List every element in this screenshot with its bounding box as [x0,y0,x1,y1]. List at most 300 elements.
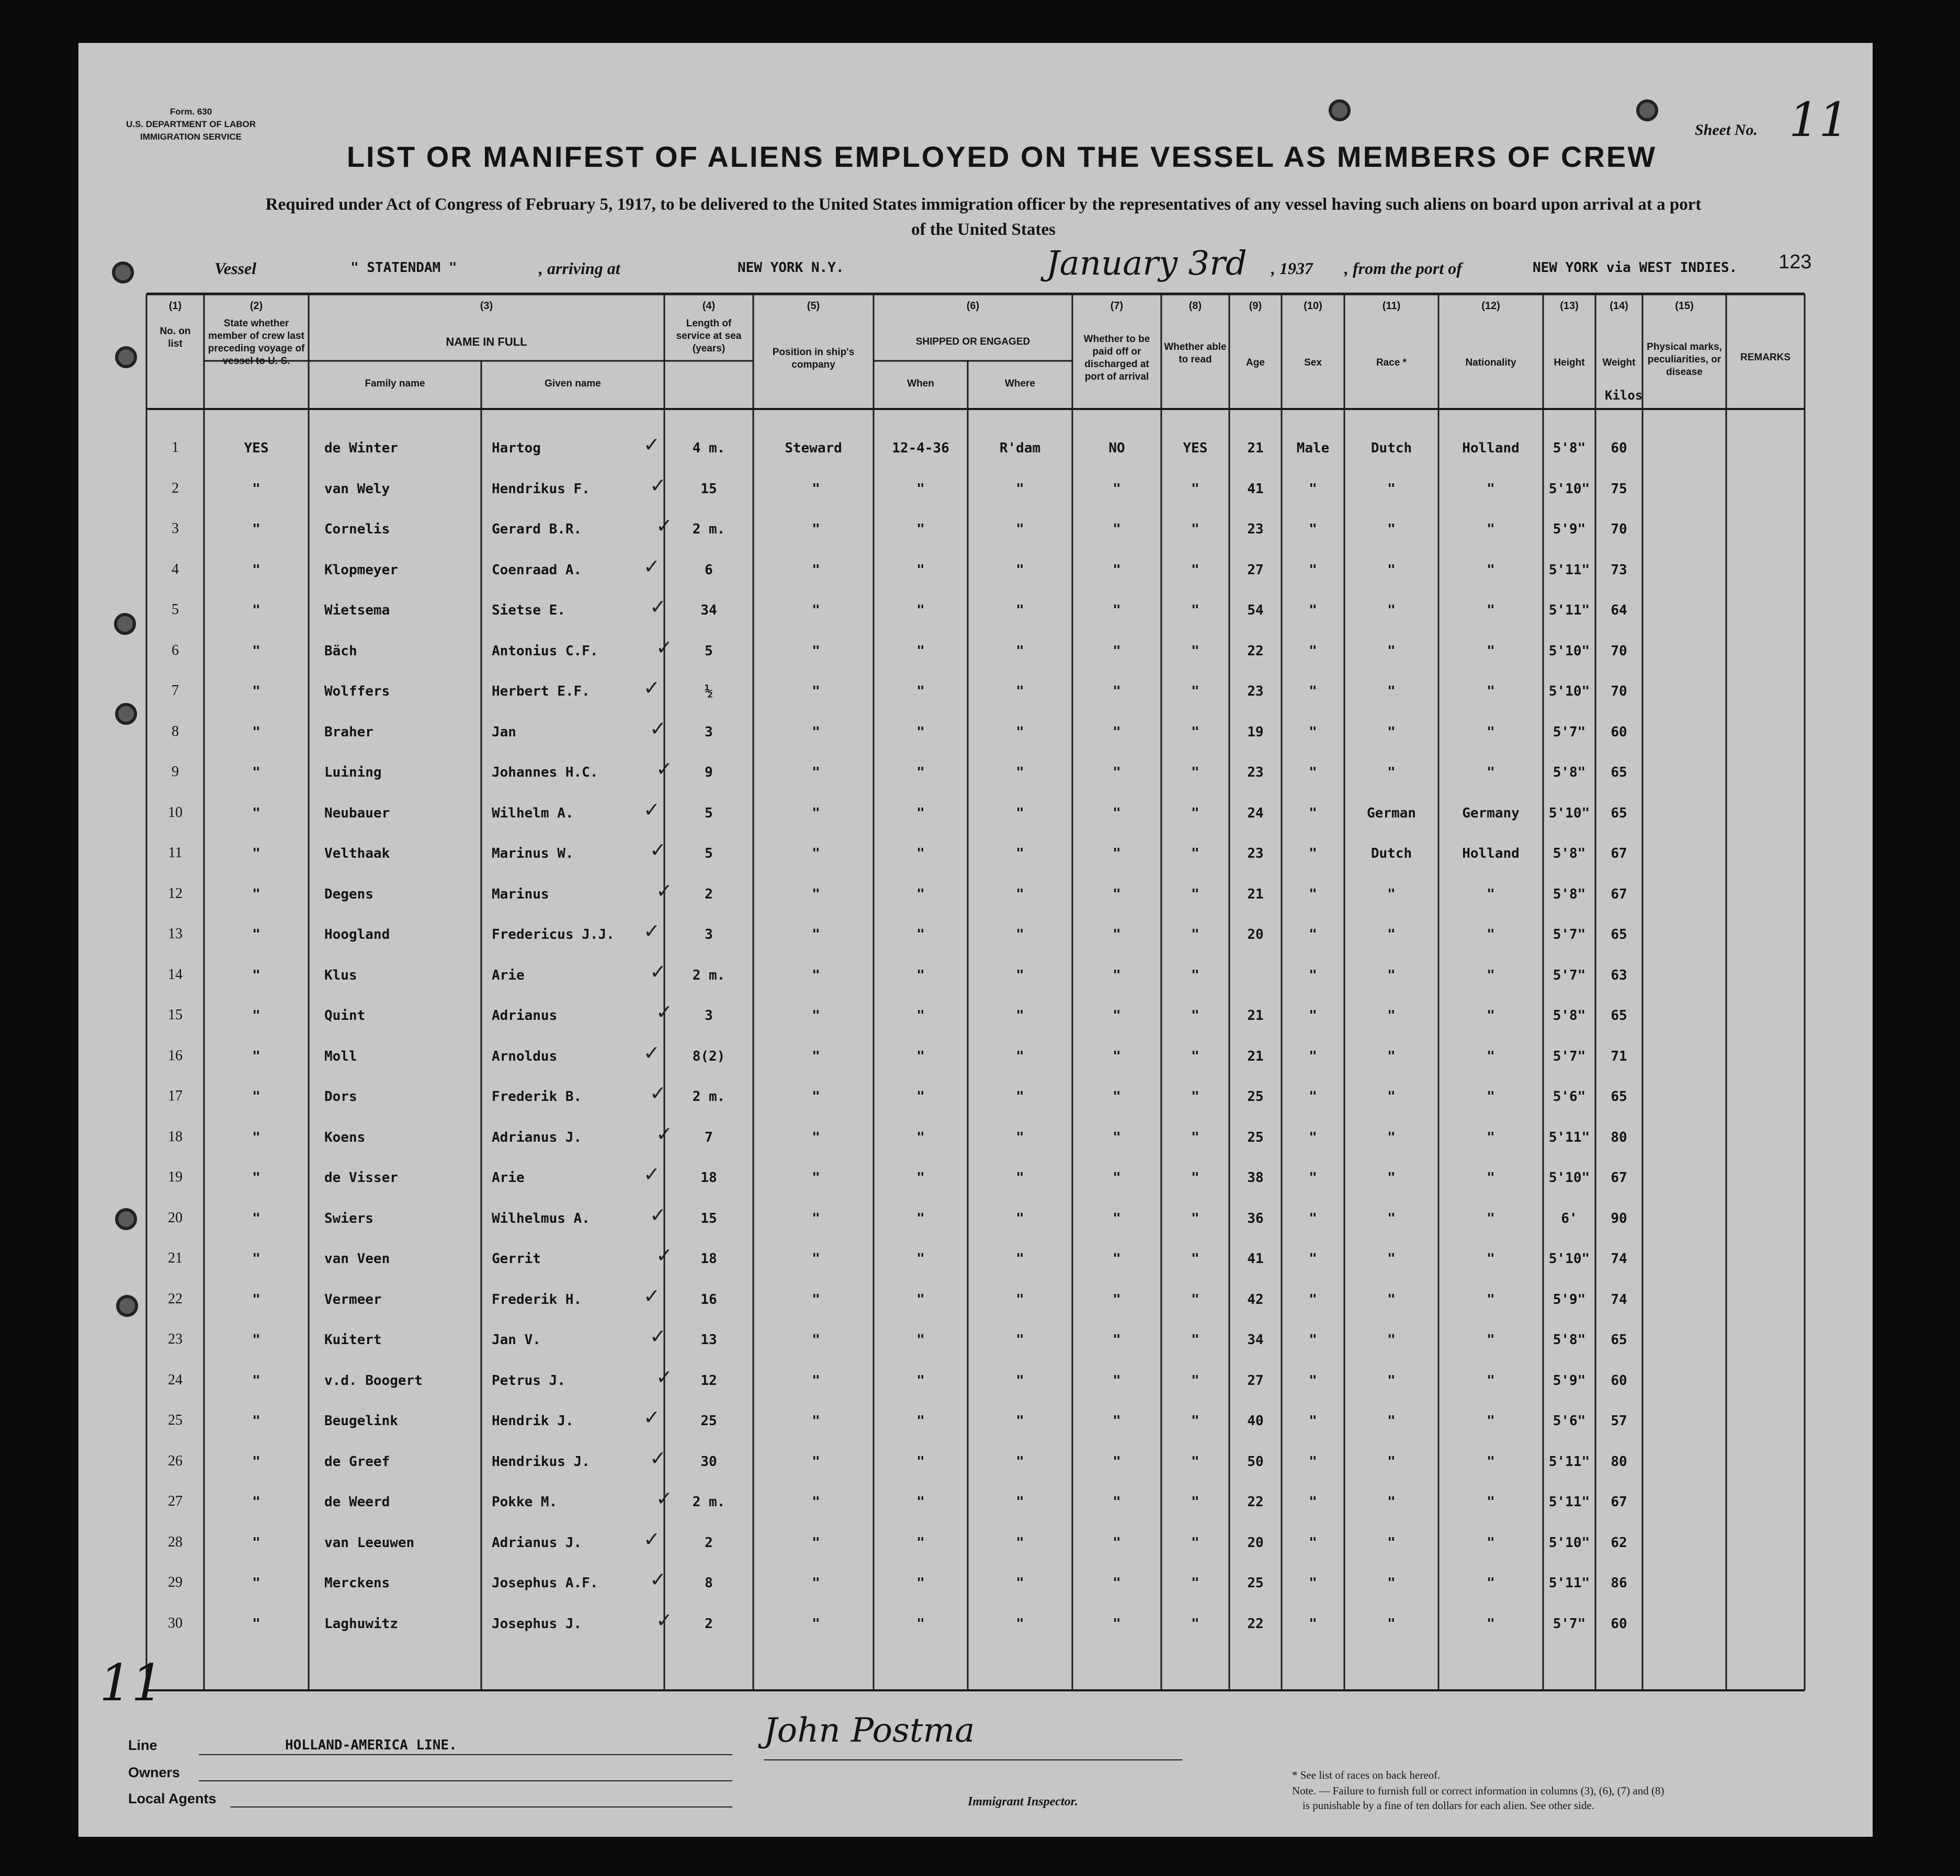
ditto-mark: " [1113,1251,1121,1267]
ditto-mark: " [1487,1494,1495,1510]
ditto-mark: " [1113,846,1121,861]
ditto-mark: " [252,521,260,537]
ditto-mark: " [916,1049,925,1064]
check-mark: ✓ [643,555,660,578]
ditto-mark: " [1016,643,1024,659]
given-name-value: Pokke M. [492,1494,558,1510]
check-mark: ✓ [656,636,673,659]
ditto-mark: " [1487,886,1495,902]
family-name-value: Velthaak [324,846,390,861]
races-note: * See list of races on back hereof. [1292,1769,1441,1781]
ditto-mark: " [252,1373,260,1389]
ditto-mark: " [812,684,820,699]
ditto-mark: " [916,805,925,821]
given-name-value: Hendrikus J. [492,1454,590,1470]
check-mark: ✓ [656,1122,673,1145]
given-name-value: Marinus W. [492,846,574,861]
ditto-mark: " [916,1008,925,1024]
ditto-mark: " [1387,724,1396,740]
ditto-mark: " [1387,968,1396,983]
service-length-value: 2 [705,1616,713,1632]
ditto-mark: " [1113,602,1121,618]
row-number: 13 [168,926,183,942]
read-value: YES [1183,440,1208,456]
agents-underline [230,1806,732,1807]
arriving-label: , arriving at [539,259,620,278]
ditto-mark: " [1309,1413,1317,1429]
ditto-mark: " [1016,886,1024,902]
given-name-value: Josephus J. [492,1616,582,1632]
ditto-mark: " [1191,1211,1199,1226]
col-number-14: (14) [1610,300,1628,312]
ditto-mark: " [1487,1130,1495,1145]
family-name-value: van Leeuwen [324,1535,415,1551]
from-port: NEW YORK via WEST INDIES. [1533,260,1738,276]
ditto-mark: " [1487,1008,1495,1024]
ditto-mark: " [1387,1373,1396,1389]
weight-value: 74 [1611,1292,1627,1307]
ditto-mark: " [916,521,925,537]
ditto-mark: " [1309,1049,1317,1064]
weight-value: 67 [1611,1494,1627,1510]
header-physical-marks: Physical marks, peculiarities, or disease [1647,342,1722,378]
service-length-value: 34 [700,602,717,618]
paid-off-value: NO [1108,440,1125,456]
ditto-mark: " [916,1413,925,1429]
ditto-mark: " [812,1130,820,1145]
ditto-mark: " [252,968,260,983]
header-race: Race * [1376,357,1407,368]
age-value: 34 [1247,1332,1264,1348]
family-name-value: Beugelink [324,1413,398,1429]
ditto-mark: " [812,846,820,861]
ditto-mark: " [1113,1170,1121,1186]
header-given-name: Given name [545,378,601,389]
ditto-mark: " [252,1575,260,1591]
ditto-mark: " [1016,1413,1024,1429]
service-name: IMMIGRATION SERVICE [140,132,242,142]
ditto-mark: " [1387,927,1396,942]
check-mark: ✓ [643,676,660,699]
service-length-value: 2 m. [692,1494,726,1510]
ditto-mark: " [1309,1089,1317,1105]
age-value: 38 [1247,1170,1264,1186]
ditto-mark: " [1113,643,1121,659]
service-length-value: 9 [705,765,713,780]
check-mark: ✓ [650,960,666,983]
ditto-mark: " [916,1292,925,1307]
check-mark: ✓ [650,838,666,861]
ditto-mark: " [1191,1008,1199,1024]
family-name-value: Laghuwitz [324,1616,398,1632]
check-mark: ✓ [650,1203,666,1226]
family-name-value: v.d. Boogert [324,1373,423,1389]
weight-value: 65 [1611,1089,1627,1105]
height-value: 6' [1561,1211,1578,1226]
ditto-mark: " [1487,1211,1495,1226]
ditto-mark: " [1387,1454,1396,1470]
service-length-value: 2 [705,1535,713,1551]
ditto-mark: " [1309,643,1317,659]
ditto-mark: " [1191,1251,1199,1267]
height-value: 5'8" [1553,1008,1586,1024]
row-number: 14 [168,967,183,983]
given-name-value: Adrianus J. [492,1130,582,1145]
col-number-13: (13) [1560,300,1579,312]
check-mark: ✓ [643,1284,660,1307]
header-previous-voyage: State whether member of crew last preceding voyage of vessel to U. S. [208,318,305,367]
age-value: 27 [1247,1373,1264,1389]
ditto-mark: " [1387,1332,1396,1348]
ditto-mark: " [1191,1616,1199,1632]
height-value: 5'10" [1548,481,1590,497]
ditto-mark: " [1487,1454,1495,1470]
weight-value: 74 [1611,1251,1627,1267]
row-number: 9 [172,764,179,780]
col-number-10: (10) [1304,300,1322,312]
ditto-mark: " [1191,927,1199,942]
ditto-mark: " [1387,1089,1396,1105]
ditto-mark: " [252,1454,260,1470]
check-mark: ✓ [656,879,673,902]
ditto-mark: " [812,1049,820,1064]
height-value: 5'11" [1548,562,1590,578]
service-length-value: 8(2) [692,1049,726,1064]
height-value: 5'6" [1553,1413,1586,1429]
weight-value: 60 [1611,724,1627,740]
line-underline [199,1754,732,1755]
ditto-mark: " [812,1170,820,1186]
ditto-mark: " [1487,684,1495,699]
check-mark: ✓ [643,1163,660,1186]
weight-value: 63 [1611,968,1627,983]
check-mark: ✓ [650,1082,666,1105]
ditto-mark: " [1113,481,1121,497]
service-length-value: 6 [705,562,713,578]
ditto-mark: " [1487,1413,1495,1429]
sheet-label: Sheet No. [1695,121,1758,139]
row-number: 19 [168,1169,183,1185]
check-mark: ✓ [656,514,673,537]
ditto-mark: " [916,1616,925,1632]
ditto-mark: " [1191,1454,1199,1470]
given-name-value: Jan [492,724,516,740]
age-value: 21 [1247,1049,1264,1064]
ditto-mark: " [916,968,925,983]
ditto-mark: " [916,1251,925,1267]
ditto-mark: " [812,968,820,983]
ditto-mark: " [252,1211,260,1226]
ditto-mark: " [916,724,925,740]
row-number: 17 [168,1088,183,1104]
service-length-value: 2 m. [692,1089,726,1105]
age-value: 54 [1247,602,1264,618]
family-name-value: Koens [324,1130,366,1145]
height-value: 5'6" [1553,1089,1586,1105]
family-name-value: de Greef [324,1454,390,1470]
ditto-mark: " [1387,1211,1396,1226]
height-value: 5'11" [1548,1454,1590,1470]
header-position: Position in ship's company [772,347,855,370]
owners-underline [199,1780,732,1781]
row-number: 18 [168,1129,183,1145]
ditto-mark: " [1387,765,1396,780]
service-length-value: 15 [700,1211,717,1226]
service-length-value: 5 [705,805,713,821]
check-mark: ✓ [643,433,660,456]
ditto-mark: " [812,1251,820,1267]
weight-value: 86 [1611,1575,1627,1591]
vessel-label: Vessel [214,259,256,278]
row-number: 22 [168,1291,183,1307]
ditto-mark: " [812,602,820,618]
ditto-mark: " [1113,724,1121,740]
ditto-mark: " [1387,562,1396,578]
service-length-value: 2 m. [692,968,726,983]
age-value: 20 [1247,927,1264,942]
ditto-mark: " [1113,1332,1121,1348]
ditto-mark: " [1191,1575,1199,1591]
ditto-mark: " [916,846,925,861]
ditto-mark: " [1309,1170,1317,1186]
weight-value: 90 [1611,1211,1627,1226]
check-mark: ✓ [650,595,666,618]
ditto-mark: " [812,1413,820,1429]
ditto-mark: " [1016,1575,1024,1591]
ditto-mark: " [1309,1454,1317,1470]
ditto-mark: " [1191,1373,1199,1389]
ditto-mark: " [1191,968,1199,983]
ditto-mark: " [916,1373,925,1389]
row-number: 10 [168,804,183,821]
ditto-mark: " [1016,602,1024,618]
service-length-value: 5 [705,846,713,861]
ditto-mark: " [916,1535,925,1551]
height-value: 5'7" [1553,1616,1586,1632]
height-value: 5'10" [1548,1170,1590,1186]
ditto-mark: " [252,1049,260,1064]
ditto-mark: " [1113,684,1121,699]
ditto-mark: " [1309,481,1317,497]
weight-value: 65 [1611,1332,1627,1348]
height-value: 5'8" [1553,1332,1586,1348]
ditto-mark: " [1016,1292,1024,1307]
ditto-mark: " [1487,765,1495,780]
ditto-mark: " [812,805,820,821]
row-number: 5 [172,601,179,618]
row-number: 4 [172,561,179,577]
row-number: 8 [172,723,179,740]
ditto-mark: " [1113,1494,1121,1510]
age-value: 24 [1247,805,1264,821]
given-name-value: Frederik B. [492,1089,582,1105]
height-value: 5'10" [1548,1535,1590,1551]
col-number-9: (9) [1249,300,1262,312]
service-length-value: 2 m. [692,521,726,537]
ditto-mark: " [812,1211,820,1226]
ditto-mark: " [1016,1494,1024,1510]
owners-label: Owners [128,1765,180,1780]
col-number-6: (6) [966,300,980,312]
ditto-mark: " [1191,481,1199,497]
ditto-mark: " [1016,1170,1024,1186]
family-name-value: de Weerd [324,1494,390,1510]
age-value: 23 [1247,521,1264,537]
ditto-mark: " [1309,1130,1317,1145]
ditto-mark: " [252,1170,260,1186]
age-value: 22 [1247,643,1264,659]
ditto-mark: " [252,805,260,821]
row-number: 12 [168,885,183,902]
age-value: 50 [1247,1454,1264,1470]
ditto-mark: " [1113,1454,1121,1470]
ditto-mark: " [1309,562,1317,578]
family-name-value: Vermeer [324,1292,382,1307]
check-mark: ✓ [656,1000,673,1024]
height-value: 5'7" [1553,927,1586,942]
department-name: U.S. DEPARTMENT OF LABOR [126,119,256,129]
family-name-value: Luining [324,765,382,780]
vessel-name: " STATENDAM " [350,260,457,276]
inspector-label: Immigrant Inspector. [968,1795,1078,1809]
given-name-value: Antonius C.F. [492,643,598,659]
row-number: 27 [168,1493,183,1509]
ditto-mark: " [812,1616,820,1632]
ditto-mark: " [1191,724,1199,740]
ditto-mark: " [1487,1089,1495,1105]
page-title: LIST OR MANIFEST OF ALIENS EMPLOYED ON THE VESSEL AS MEMBERS OF CREW [346,140,1657,173]
ditto-mark: " [1387,1170,1396,1186]
row-number: 26 [168,1453,183,1469]
ditto-mark: " [1113,1089,1121,1105]
age-value: 23 [1247,765,1264,780]
header-age: Age [1246,357,1265,368]
where-value: R'dam [999,440,1041,456]
when-value: 12-4-36 [892,440,949,456]
ditto-mark: " [252,1535,260,1551]
height-value: 5'8" [1553,765,1586,780]
check-mark: ✓ [643,1406,660,1429]
ditto-mark: " [1387,1575,1396,1591]
nationality-value: Holland [1462,846,1520,861]
check-mark: ✓ [643,919,660,942]
family-name-value: Klus [324,968,357,983]
ditto-mark: " [1487,481,1495,497]
ditto-mark: " [1309,968,1317,983]
given-name-value: Fredericus J.J. [492,927,615,942]
given-name-value: Marinus [492,886,549,902]
ditto-mark: " [916,1211,925,1226]
height-value: 5'10" [1548,1251,1590,1267]
ditto-mark: " [812,1454,820,1470]
ditto-mark: " [1387,643,1396,659]
service-length-value: 18 [700,1170,717,1186]
ditto-mark: " [1191,1535,1199,1551]
age-value: 21 [1247,886,1264,902]
ditto-mark: " [1113,765,1121,780]
given-name-value: Hendrikus F. [492,481,590,497]
row-number: 1 [172,439,179,456]
header-height: Height [1554,357,1585,368]
ditto-mark: " [252,1251,260,1267]
margin-sheet-number: 11 [99,1654,164,1712]
weight-value: 70 [1611,643,1627,659]
age-value: 25 [1247,1089,1264,1105]
ditto-mark: " [1113,886,1121,902]
given-name-value: Arnoldus [492,1049,558,1064]
ditto-mark: " [1113,927,1121,942]
weight-value: 64 [1611,602,1627,618]
ditto-mark: " [252,602,260,618]
ditto-mark: " [1016,1535,1024,1551]
ditto-mark: " [1487,1373,1495,1389]
prev-voyage-value: YES [244,440,269,456]
arrival-date: January 3rd [1046,244,1247,283]
ditto-mark: " [916,643,925,659]
height-value: 5'11" [1548,1130,1590,1145]
ditto-mark: " [916,1130,925,1145]
ditto-mark: " [1387,1616,1396,1632]
height-value: 5'7" [1553,1049,1586,1064]
ditto-mark: " [1387,1292,1396,1307]
ditto-mark: " [812,1089,820,1105]
ditto-mark: " [812,1008,820,1024]
row-number: 15 [168,1007,183,1023]
family-name-value: Dors [324,1089,357,1105]
ditto-mark: " [1191,765,1199,780]
check-mark: ✓ [650,717,666,740]
ditto-mark: " [812,724,820,740]
ditto-mark: " [1487,927,1495,942]
ditto-mark: " [812,521,820,537]
age-value: 27 [1247,562,1264,578]
race-value: Dutch [1370,846,1412,861]
age-value: 22 [1247,1494,1264,1510]
ditto-mark: " [1191,1170,1199,1186]
ditto-mark: " [1387,1130,1396,1145]
check-mark: ✓ [643,1041,660,1064]
ditto-mark: " [1113,1008,1121,1024]
ditto-mark: " [1016,968,1024,983]
service-length-value: 2 [705,886,713,902]
col-number-3: (3) [480,300,493,312]
height-value: 5'9" [1553,1373,1586,1389]
ditto-mark: " [812,1535,820,1551]
row-number: 25 [168,1412,183,1428]
col-number-5: (5) [807,300,820,312]
ditto-mark: " [1387,1535,1396,1551]
header-when: When [907,378,934,389]
height-value: 5'9" [1553,521,1586,537]
ditto-mark: " [1487,1332,1495,1348]
ditto-mark: " [1016,1130,1024,1145]
height-value: 5'8" [1553,846,1586,861]
family-name-value: Hoogland [324,927,390,942]
ditto-mark: " [1191,1332,1199,1348]
ditto-mark: " [812,1292,820,1307]
ditto-mark: " [1113,1292,1121,1307]
weight-value: 65 [1611,927,1627,942]
inspector-signature: John Postma [764,1711,975,1750]
ditto-mark: " [1487,1292,1495,1307]
ditto-mark: " [812,927,820,942]
service-length-value: 5 [705,643,713,659]
ditto-mark: " [252,765,260,780]
ditto-mark: " [1487,1616,1495,1632]
ditto-mark: " [1016,1373,1024,1389]
ditto-mark: " [1487,602,1495,618]
header-family-name: Family name [365,378,425,389]
